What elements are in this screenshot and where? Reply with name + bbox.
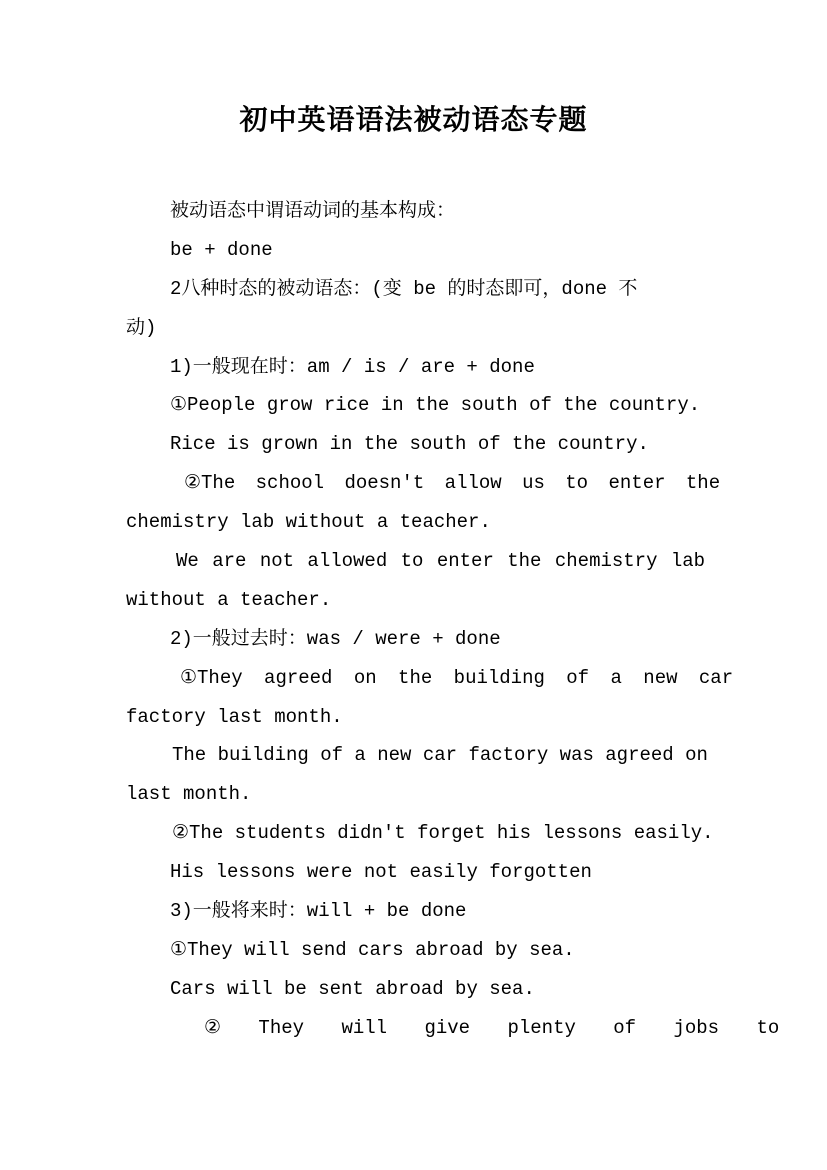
text-line: without a teacher. <box>126 588 332 611</box>
text-line: We are not allowed to enter the chemistry lab <box>176 550 706 573</box>
text-line: ①They will send cars abroad by sea. <box>170 938 575 961</box>
text-line: 动) <box>126 316 157 339</box>
text-line: The building of a new car factory was agreed on <box>172 744 708 767</box>
text-line: 2八种时态的被动语态：(变 be 的时态即可，done 不 <box>170 277 638 300</box>
text-line: 2)一般过去时：was / were + done <box>170 627 501 650</box>
text-line: ② They will give plenty of jobs to <box>204 1016 780 1039</box>
text-line: factory last month. <box>126 705 343 728</box>
text-line: ①They agreed on the building of a new car <box>180 666 734 689</box>
text-line: 1)一般现在时：am / is / are + done <box>170 355 535 378</box>
text-line: last month. <box>126 783 252 806</box>
text-line: Cars will be sent abroad by sea. <box>170 977 535 1000</box>
text-line: be + done <box>170 238 273 261</box>
text-line: His lessons were not easily forgotten <box>170 861 592 884</box>
text-line: ②The school doesn't allow us to enter the <box>184 472 721 495</box>
text-line: 3)一般将来时：will + be done <box>170 900 467 923</box>
document-title: 初中英语语法被动语态专题 <box>239 103 588 136</box>
document-body <box>126 192 780 1048</box>
text-line: chemistry lab without a teacher. <box>126 511 491 534</box>
text-line: Rice is grown in the south of the country. <box>170 433 649 456</box>
text-line: ①People grow rice in the south of the country. <box>170 394 701 417</box>
text-line: 被动语态中谓语动词的基本构成： <box>170 200 456 222</box>
text-line: ②The students didn't forget his lessons easily. <box>172 822 714 845</box>
